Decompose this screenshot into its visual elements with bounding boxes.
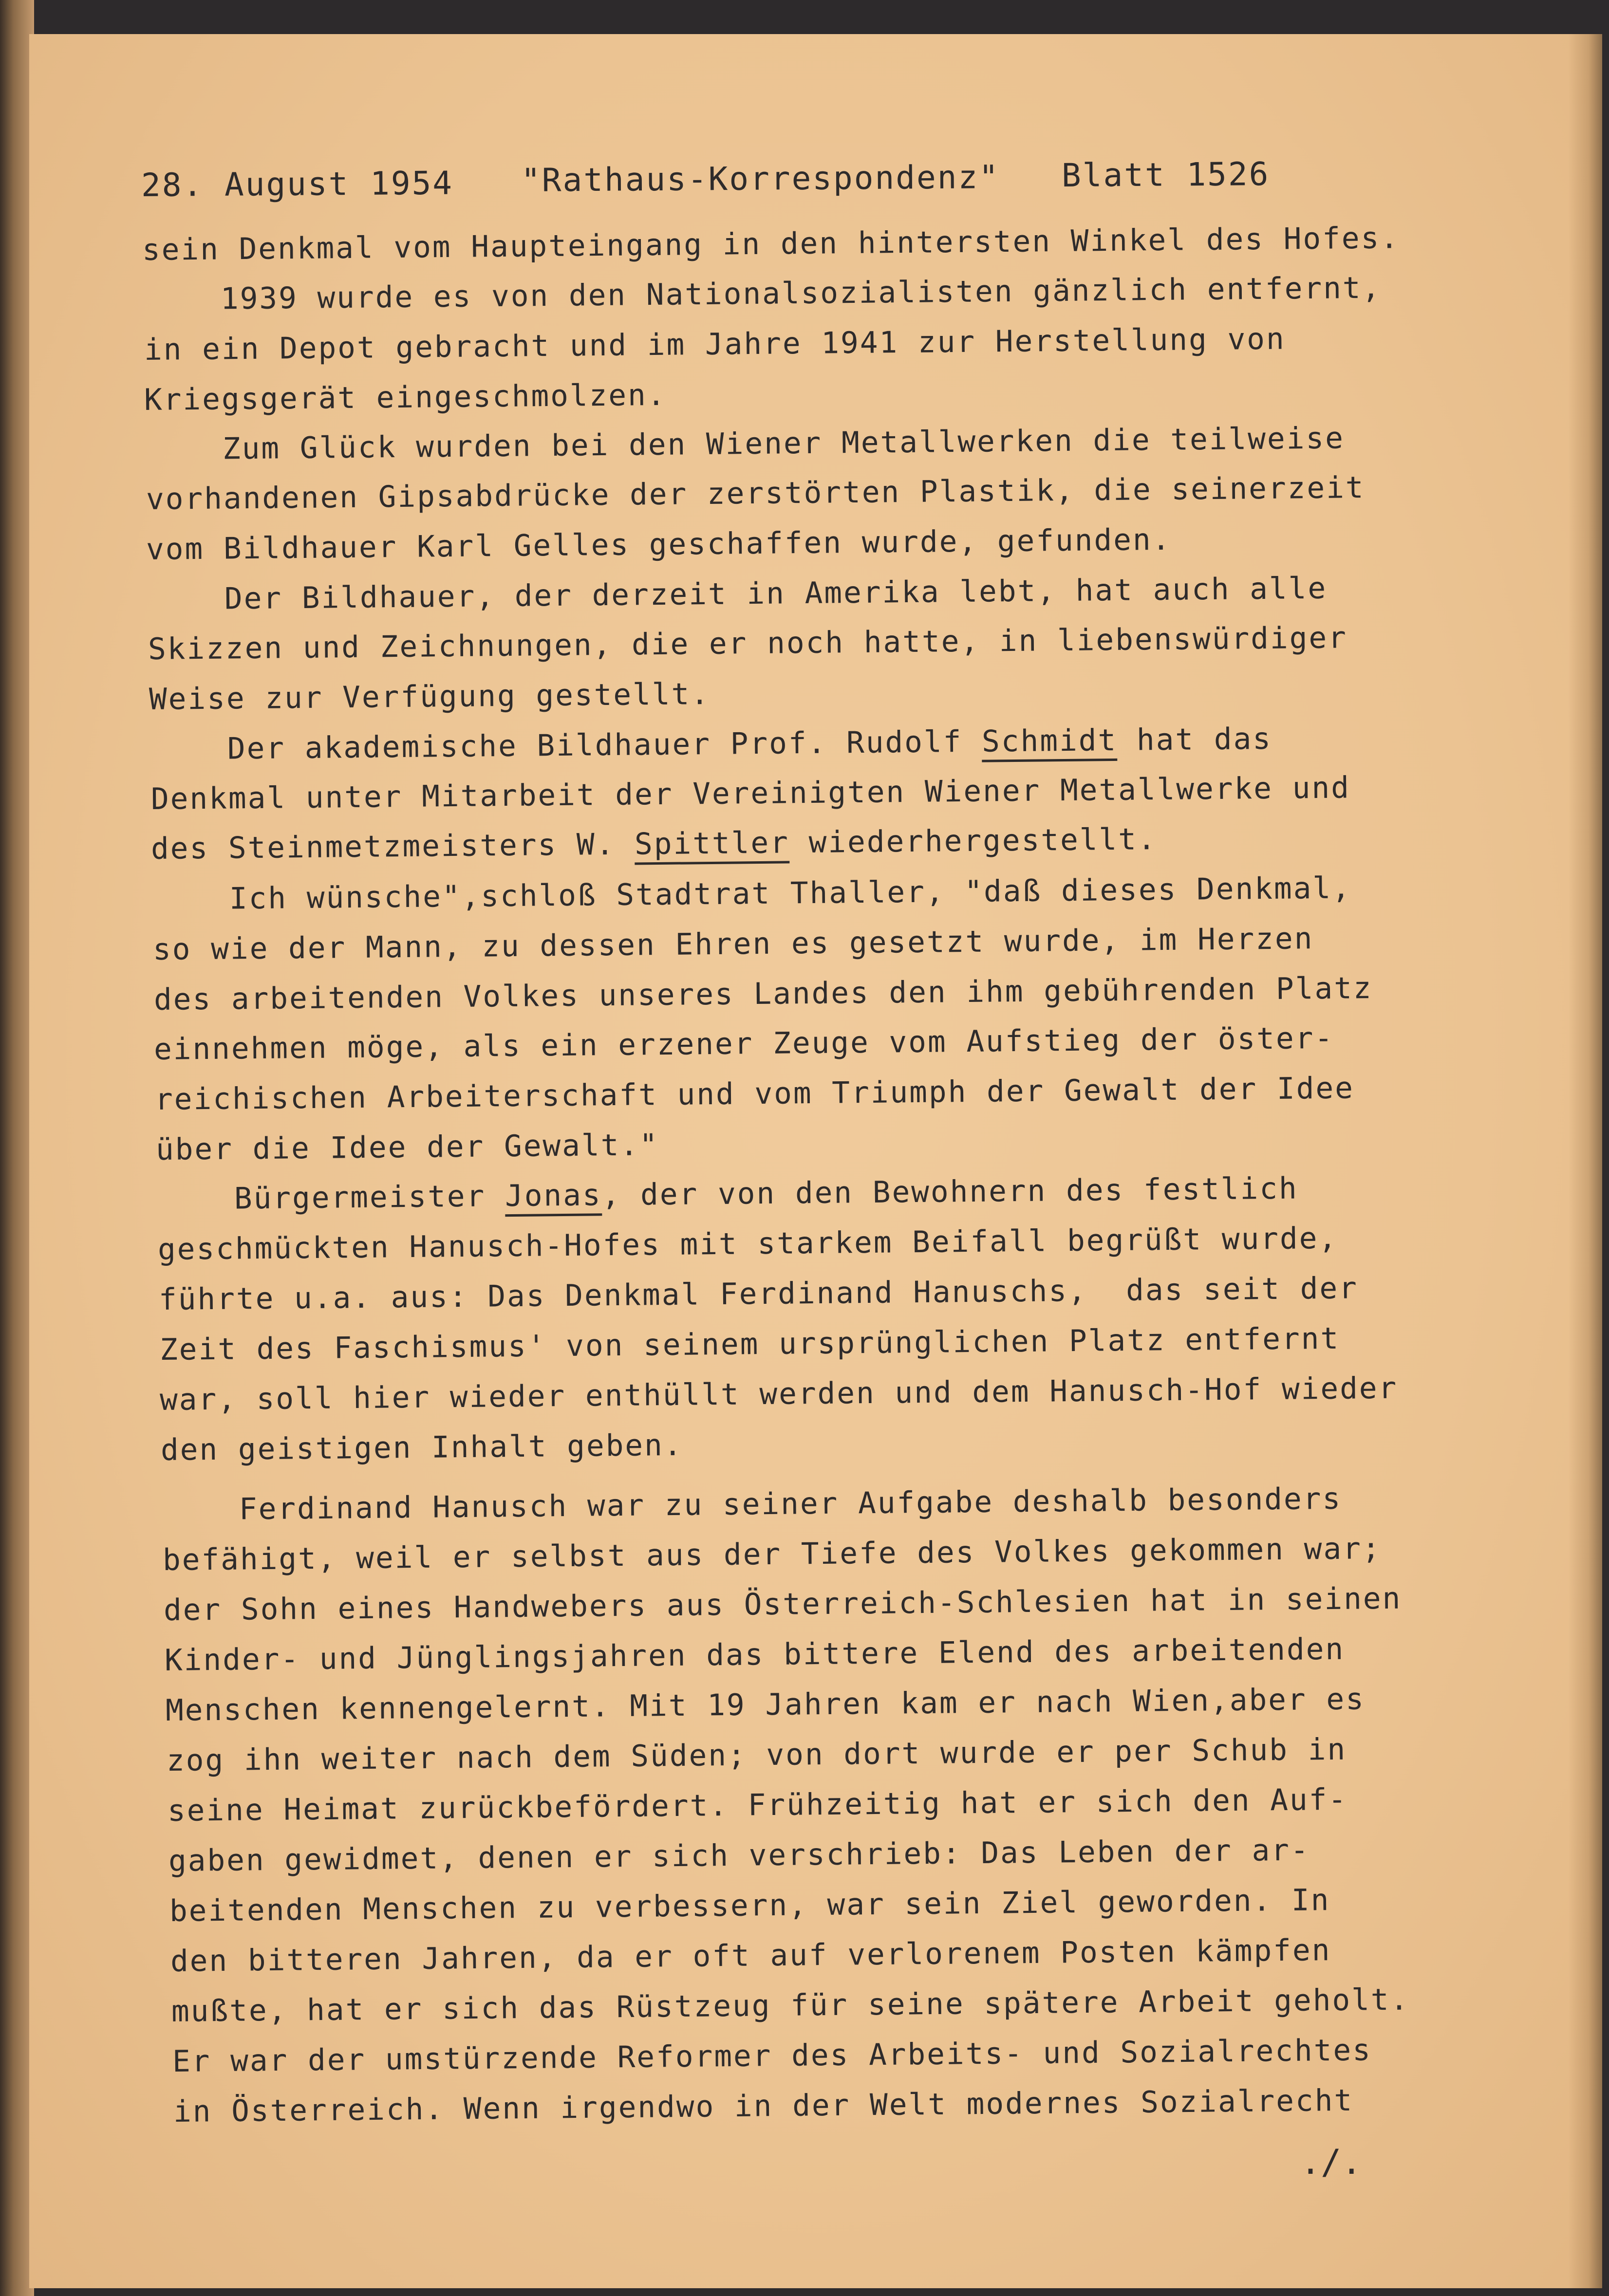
- text-segment: Der akademische Bildhauer Prof. Rudolf: [150, 724, 982, 767]
- underlined-name-spittler: Spittler: [635, 825, 790, 865]
- continuation-mark: ./.: [1300, 2142, 1362, 2182]
- text-line: in ein Depot gebracht und im Jahre 1941 zur Herstellung von: [144, 321, 1286, 367]
- text-line: geschmückten Hanusch-Hofes mit starkem Beifall begrüßt wurde,: [157, 1221, 1338, 1267]
- text-line: war, soll hier wieder enthüllt werden und dem Hanusch-Hof wieder: [159, 1370, 1398, 1417]
- header-sheet-number: Blatt 1526: [1061, 155, 1270, 194]
- text-line: über die Idee der Gewalt.": [155, 1128, 659, 1167]
- text-line: zog ihn weiter nach dem Süden; von dort wurde er per Schub in: [166, 1732, 1347, 1778]
- text-line: reichischen Arbeiterschaft und vom Triumph der Gewalt der Idee: [154, 1071, 1355, 1117]
- text-line: Weise zur Verfügung gestellt.: [149, 676, 711, 717]
- text-line: des arbeitenden Volkes unseres Landes den ihm gebührenden Platz: [153, 970, 1373, 1017]
- header-publication: "Rathaus-Korrespondenz": [521, 158, 1000, 199]
- text-line: in Österreich. Wenn irgendwo in der Welt modernes Sozialrecht: [173, 2083, 1354, 2129]
- text-line: so wie der Mann, zu dessen Ehren es gesetzt wurde, im Herzen: [152, 921, 1314, 967]
- text-line-spittler: [151, 822, 1157, 866]
- text-line: Kinder- und Jünglingsjahren das bittere Elend des arbeitenden: [164, 1631, 1345, 1678]
- text-line: mußte, hat er sich das Rüstzeug für seine spätere Arbeit geholt.: [171, 1982, 1410, 2029]
- text-line: Zum Glück wurden bei den Wiener Metallwerken die teilweise: [145, 421, 1345, 467]
- text-line: führte u.a. aus: Das Denkmal Ferdinand Hanuschs, das seit der: [158, 1271, 1359, 1317]
- text-line: 1939 wurde es von den Nationalsozialisten gänzlich entfernt,: [143, 270, 1382, 317]
- text-line: seine Heimat zurückbefördert. Frühzeitig hat er sich den Auf-: [167, 1782, 1348, 1828]
- text-segment: Bürgermeister: [156, 1179, 505, 1217]
- text-line: Skizzen und Zeichnungen, die er noch hatte, in liebenswürdiger: [148, 620, 1348, 667]
- text-line: Der Bildhauer, der derzeit in Amerika lebt, hat auch alle: [147, 571, 1328, 617]
- text-line: sein Denkmal vom Haupteingang in den hintersten Winkel des Hofes.: [142, 221, 1400, 267]
- text-line-jonas: [157, 1171, 1298, 1217]
- text-segment: des Steinmetzmeisters W.: [150, 827, 635, 866]
- text-line: Menschen kennengelernt. Mit 19 Jahren kam er nach Wien,aber es: [165, 1682, 1366, 1728]
- text-segment: wiederhergestellt.: [789, 822, 1157, 860]
- text-line: den geistigen Inhalt geben.: [160, 1427, 683, 1467]
- text-line: Er war der umstürzende Reformer des Arbeits- und Sozialrechtes: [172, 2033, 1372, 2079]
- underlined-name-schmidt: Schmidt: [982, 723, 1118, 762]
- text-line: vorhandenen Gipsabdrücke der zerstörten Plastik, die seinerzeit: [146, 470, 1365, 517]
- text-line: gaben gewidmet, denen er sich verschrieb: Das Leben der ar-: [168, 1833, 1310, 1878]
- text-line: vom Bildhauer Karl Gelles geschaffen wurde, gefunden.: [146, 522, 1172, 567]
- text-line: Kriegsgerät eingeschmolzen.: [144, 377, 667, 417]
- text-segment: , der von den Bewohnern des festlich: [601, 1171, 1299, 1213]
- header-date: 28. August 1954: [141, 164, 454, 204]
- text-line: Ich wünsche",schloß Stadtrat Thaller, "daß dieses Denkmal,: [151, 870, 1352, 917]
- text-line: Zeit des Faschismus' von seinem ursprünglichen Platz entfernt: [159, 1321, 1340, 1367]
- page-edge: [1568, 34, 1602, 2288]
- text-line: befähigt, weil er selbst aus der Tiefe des Volkes gekommen war;: [162, 1531, 1382, 1577]
- text-line: Ferdinand Hanusch war zu seiner Aufgabe deshalb besonders: [161, 1481, 1342, 1527]
- text-line: beitenden Menschen zu verbessern, war sein Ziel geworden. In: [169, 1883, 1330, 1928]
- text-line: Denkmal unter Mitarbeit der Vereinigten Wiener Metallwerke und: [150, 770, 1351, 816]
- text-line: den bitteren Jahren, da er oft auf verlorenem Posten kämpfen: [170, 1933, 1331, 1979]
- text-segment: hat das: [1117, 721, 1272, 758]
- text-line-schmidt: [150, 722, 1272, 767]
- text-line: einnehmen möge, als ein erzener Zeuge vom Aufstieg der öster-: [153, 1020, 1334, 1067]
- text-line: der Sohn eines Handwebers aus Österreich-Schlesien hat in seinen: [163, 1581, 1402, 1628]
- underlined-name-jonas: Jonas: [505, 1178, 602, 1217]
- document-page: [29, 34, 1602, 2288]
